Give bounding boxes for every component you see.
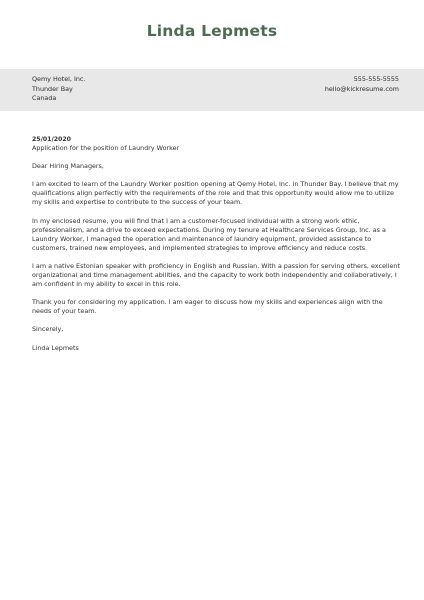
letter-paragraph: I am a native Estonian speaker with proficiency in English and Russian. With a passion for serving others, excellent organizational and time management abilities, and the capacity to work both independently and collaboratively, I am confident in my ability to excel in this role. xyxy=(32,261,400,289)
sender-email: hello@kickresume.com xyxy=(324,84,399,93)
recipient-city: Thunder Bay xyxy=(32,84,73,93)
contact-band xyxy=(0,69,424,111)
letter-paragraph: Thank you for considering my application. I am eager to discuss how my skills and experiences align with the needs of your team. xyxy=(32,298,383,316)
sender-phone: 555-555-5555 xyxy=(353,75,399,83)
letter-signature: Linda Lepmets xyxy=(32,343,79,352)
letter-body xyxy=(32,135,400,353)
letter-date: 25/01/2020 xyxy=(32,136,71,143)
letter-greeting: Dear Hiring Managers, xyxy=(32,162,104,171)
recipient-country: Canada xyxy=(32,94,57,103)
sender-contact xyxy=(325,75,399,94)
letter-paragraph: I am excited to learn of the Laundry Worker position opening at Qemy Hotel, Inc. in Thunder Bay. I believe that my qualifications align perfectly with the requirements of the role and that this opportunity would allow me to utilize my skills and expertise to contribute to the success of your team. xyxy=(32,180,399,207)
letter-subject: Application for the position of Laundry Worker xyxy=(32,144,180,153)
recipient-address xyxy=(32,75,85,104)
letter-closing: Sincerely, xyxy=(32,325,64,334)
applicant-name: Linda Lepmets xyxy=(146,22,278,40)
letter-paragraph: In my enclosed resume, you will find that I am a customer-focused individual with a strong work ethic, professionalism, and a drive to exceed expectations. During my tenure at Healthcare Services Group, Inc. as a Laundry Worker, I managed the operation and maintenance of laundry equipment, provided assistance to customers, trained new employees, and implemented strategies to improve efficiency and reduce costs. xyxy=(32,216,386,252)
recipient-company: Qemy Hotel, Inc. xyxy=(32,75,86,83)
